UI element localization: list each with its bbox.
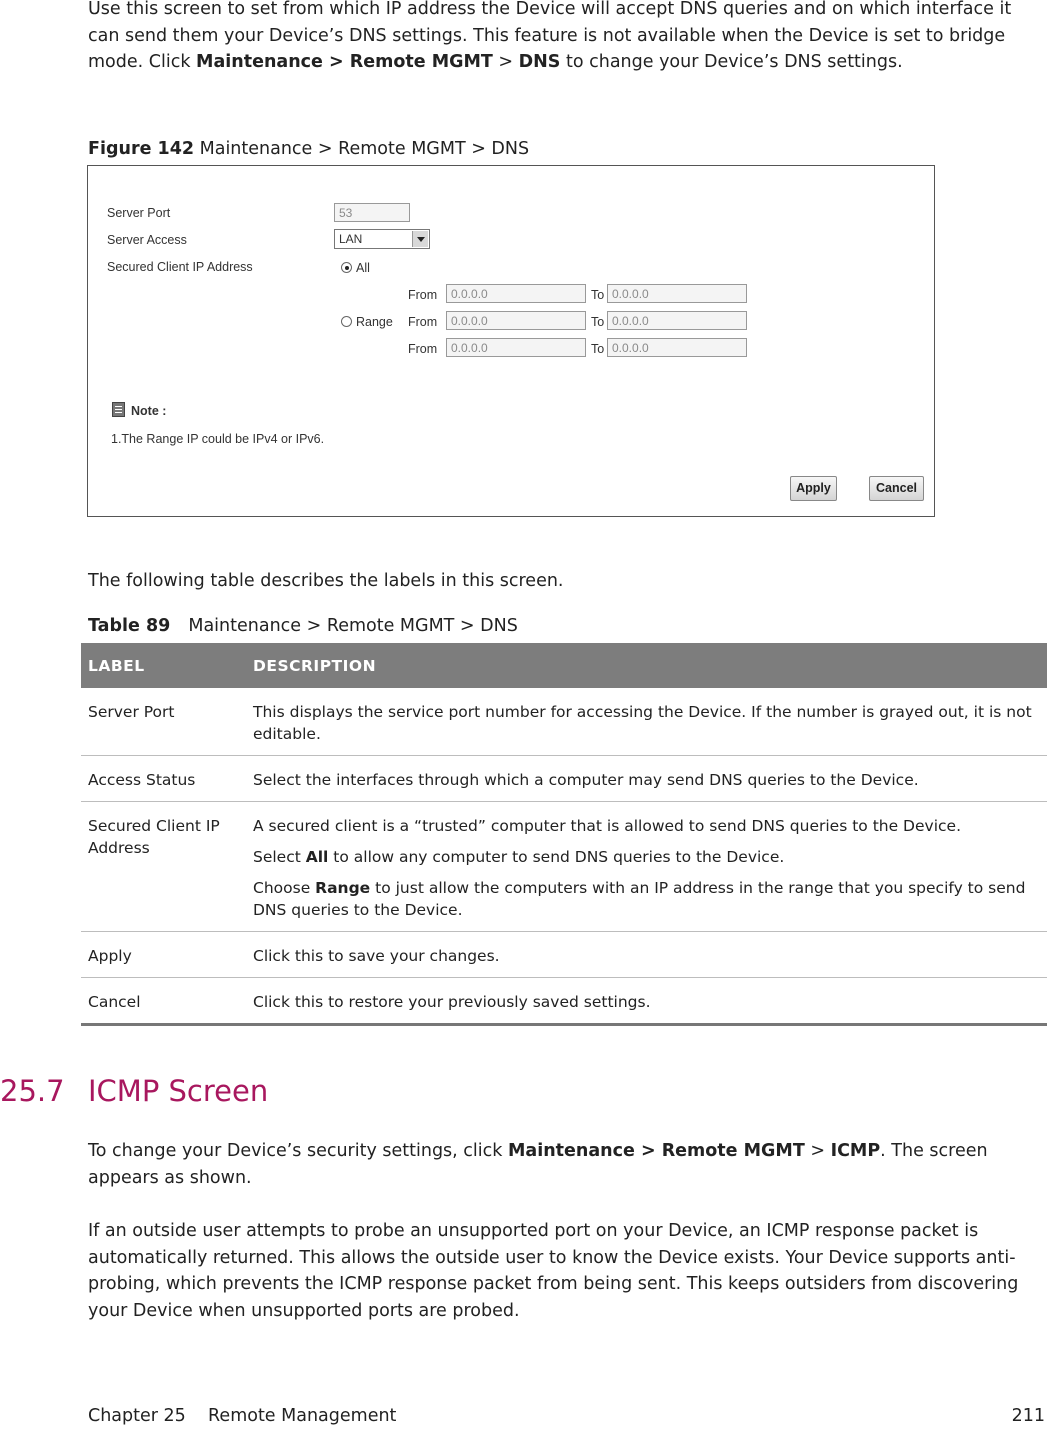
radio-range[interactable]: [341, 316, 352, 327]
note-line: 1.The Range IP could be IPv4 or IPv6.: [111, 432, 325, 446]
note-title: Note :: [131, 404, 167, 418]
icmp-paragraph-1: To change your Device’s security settings, click Maintenance > Remote MGMT > ICMP. The screen appears as shown.: [88, 1141, 988, 1188]
intro-dns: DNS: [518, 52, 561, 72]
to-label: To: [591, 288, 605, 302]
table-row: [81, 978, 1047, 1025]
footer-chapter: Chapter 25 Remote Management: [88, 1406, 397, 1426]
header-description: DESCRIPTION: [246, 643, 1047, 688]
table-intro: The following table describes the labels in this screen.: [88, 571, 564, 591]
table-row: [81, 802, 1047, 932]
labels-table: [81, 643, 1047, 1026]
to-label: To: [591, 342, 605, 356]
range-to-input[interactable]: 0.0.0.0: [607, 311, 747, 330]
server-access-value: LAN: [339, 232, 363, 246]
radio-all-label: All: [356, 261, 370, 275]
from-label: From: [408, 315, 438, 329]
header-label: LABEL: [81, 643, 246, 688]
desc-line: A secured client is a “trusted” computer that is allowed to send DNS queries to the Device.: [253, 817, 961, 835]
figure-title: Maintenance > Remote MGMT > DNS: [194, 139, 530, 159]
cancel-button[interactable]: Cancel: [869, 476, 924, 501]
row-label: Apply: [81, 932, 246, 978]
range-from-input[interactable]: 0.0.0.0: [446, 284, 586, 303]
row-label: Secured Client IP Address: [81, 802, 246, 932]
row-description: Select the interfaces through which a computer may send DNS queries to the Device.: [246, 756, 1047, 802]
intro-text: Use this screen to set from which IP address the Device will accept DNS queries and on which interface it can send them your Device’s DNS settings. This feature is not available when the Device is set to bridge mode. Click: [88, 0, 1012, 72]
icmp-paragraph-2: If an outside user attempts to probe an unsupported port on your Device, an ICMP response packet is automatically returned. This allows the outside user to know the Device exists. Your Device supports anti-probing, which prevents the ICMP response packet from being sent. This keeps outsiders from discovering your Device when unsupported ports are probed.: [88, 1221, 1019, 1321]
note-icon: [112, 402, 125, 417]
row-label: Cancel: [81, 978, 246, 1025]
from-label: From: [408, 342, 438, 356]
section-number: 25.7: [0, 1074, 65, 1108]
figure-caption: [88, 139, 529, 159]
to-label: To: [591, 315, 605, 329]
row-description: Click this to save your changes.: [246, 932, 1047, 978]
table-caption: [88, 616, 518, 636]
radio-all[interactable]: [341, 262, 352, 273]
intro-text-end: to change your Device’s DNS settings.: [560, 52, 903, 72]
row-label: Access Status: [81, 756, 246, 802]
secured-client-label: Secured Client IP Address: [107, 260, 253, 274]
table-row: [81, 756, 1047, 802]
section-title: ICMP Screen: [88, 1074, 269, 1108]
table-header-row: [81, 643, 1047, 688]
range-from-input[interactable]: 0.0.0.0: [446, 311, 586, 330]
server-port-label: Server Port: [107, 206, 171, 220]
page-number: 211: [1011, 1406, 1045, 1426]
range-to-input[interactable]: 0.0.0.0: [607, 284, 747, 303]
desc-line: Choose Range to just allow the computers with an IP address in the range that you specify to send DNS queries to the Device.: [253, 879, 1026, 919]
range-from-input[interactable]: 0.0.0.0: [446, 338, 586, 357]
from-label: From: [408, 288, 438, 302]
row-description: [246, 802, 1047, 932]
dropdown-arrow-icon[interactable]: [412, 231, 428, 247]
figure-number: Figure 142: [88, 139, 195, 159]
table-number: Table 89: [88, 616, 171, 636]
table-title: Maintenance > Remote MGMT > DNS: [188, 616, 518, 636]
radio-range-label: Range: [356, 315, 393, 329]
server-port-input[interactable]: 53: [334, 203, 410, 222]
apply-button[interactable]: Apply: [790, 476, 837, 501]
row-label: Server Port: [81, 688, 246, 756]
table-row: [81, 688, 1047, 756]
dns-screen-figure: [87, 165, 935, 517]
intro-paragraph: [88, 0, 1046, 76]
row-description: Click this to restore your previously saved settings.: [246, 978, 1047, 1025]
server-access-label: Server Access: [107, 233, 187, 247]
table-row: [81, 932, 1047, 978]
desc-line: Select All to allow any computer to send DNS queries to the Device.: [253, 848, 785, 866]
range-to-input[interactable]: 0.0.0.0: [607, 338, 747, 357]
intro-separator: >: [492, 52, 519, 72]
intro-menu-path: Maintenance > Remote MGMT: [196, 52, 493, 72]
row-description: This displays the service port number for accessing the Device. If the number is grayed out, it is not editable.: [246, 688, 1047, 756]
server-access-select[interactable]: [334, 229, 430, 249]
